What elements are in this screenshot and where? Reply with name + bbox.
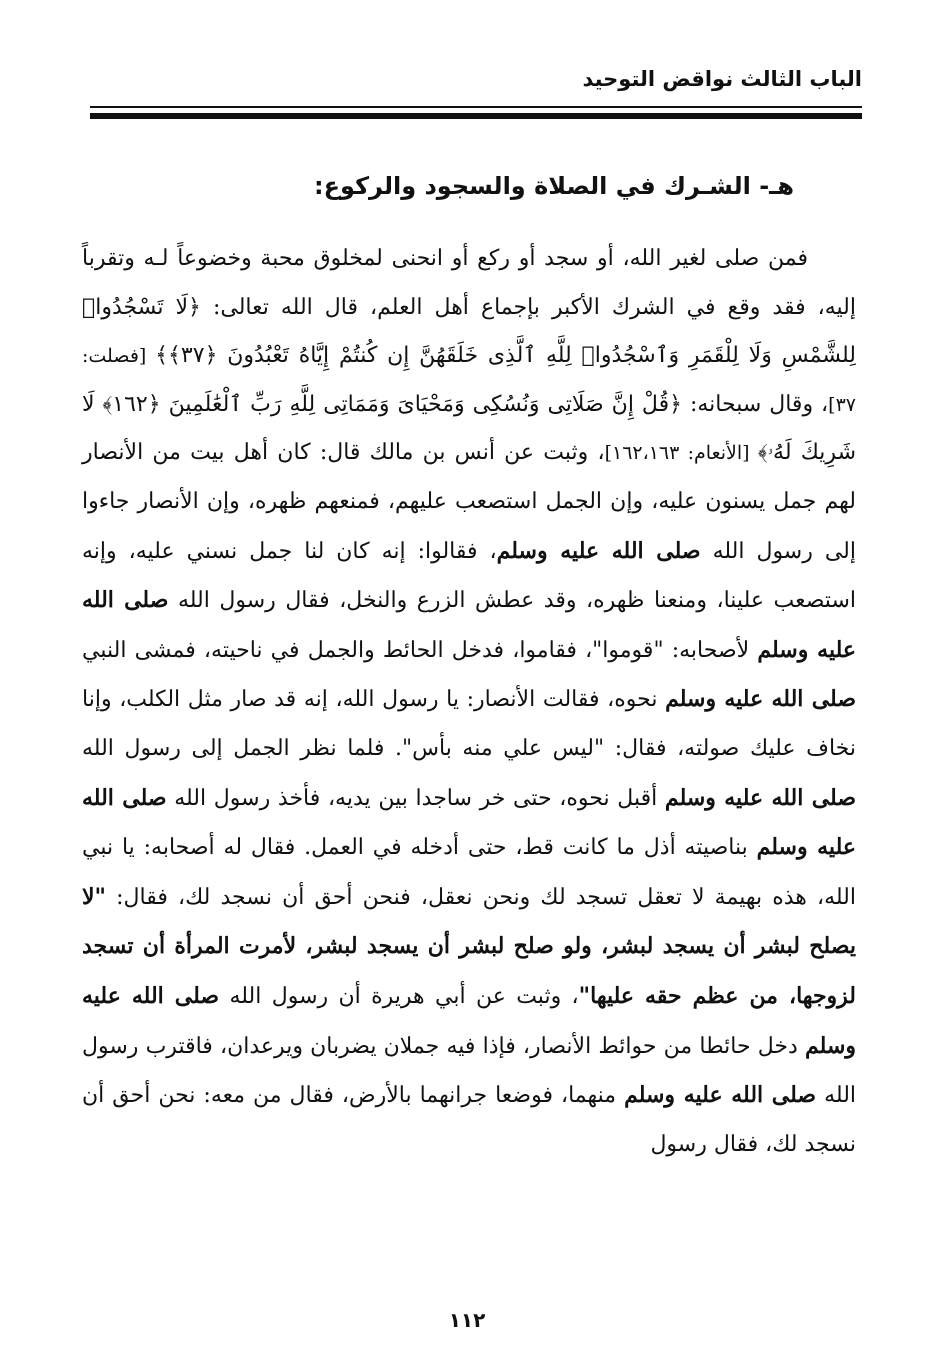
body-sentence: ، فقالوا: إنه كان لنا جمل نسني عليه، وإنه استصعب علينا، ومنعنا ظهره، وقد عطش الزرع والنخل، فقال رسول الله xyxy=(82,538,856,614)
salutation: صلى الله عليه وسلم xyxy=(82,587,856,663)
body-sentence: نحوه، فقالت الأنصار: يا رسول الله، إنه قد صار مثل الكلب، وإنا نخاف عليك صولته، فقال: "ليس علي منه بأس". فلما نظر الجمل إلى رسول الله xyxy=(82,687,856,761)
body-sentence: ، وثبت عن أبي هريرة أن رسول الله xyxy=(219,983,579,1009)
salutation: صلى الله عليه وسلم xyxy=(665,686,857,713)
salutation: صلى الله عليه وسلم xyxy=(664,784,856,811)
verse-reference: [الأنعام: ١٦٢،١٦٣] xyxy=(604,442,758,465)
quran-verse: ﴿قُلْ إِنَّ صَلَاتِى وَنُسُكِى وَمَحْيَاىَ وَمَمَاتِى لِلَّهِ رَبِّ ٱلْعَٰلَمِينَ ﴿١٦٢﴾ لَا شَرِيكَ لَهُۥ﴾ xyxy=(82,391,857,466)
header-rule-thick xyxy=(90,113,862,119)
body-paragraph xyxy=(82,235,856,1169)
page-number: ١١٢ xyxy=(448,1308,486,1332)
verse-reference: [فصلت: ٣٧] xyxy=(82,345,856,416)
salutation: صلى الله عليه وسلم xyxy=(496,537,701,564)
salutation: صلى الله عليه وسلم xyxy=(624,1082,817,1109)
body-text xyxy=(82,235,856,1169)
salutation: صلى الله عليه وسلم xyxy=(82,982,856,1059)
body-sentence: أقبل نحوه، حتى خر ساجدا بين يديه، فأخذ رسول الله xyxy=(166,785,665,811)
body-sentence: بناصيته أذل ما كانت قط، حتى أدخله في العمل. فقال له أصحابه: يا نبي الله، هذه بهيمة لا تعقل تسجد لك ونحن نعقل، فنحن أحق أن نسجد لك، فقال: xyxy=(82,835,857,910)
body-sentence: منهما، فوضعا جرانهما بالأرض، فقال من معه: نحن أحق أن نسجد لك، فقال رسول xyxy=(82,1083,856,1157)
salutation: صلى الله عليه وسلم xyxy=(82,784,856,861)
header-rule-thin xyxy=(90,106,862,108)
section-heading: هـ- الشـرك في الصلاة والسجود والركوع: xyxy=(314,172,794,200)
body-sentence: لأصحابه: "قوموا"، فقاموا، فدخل الحائط والجمل في ناحيته، فمشى النبي xyxy=(82,637,758,663)
body-sentence: ، وثبت عن أنس بن مالك قال: كان أهل بيت من الأنصار لهم جمل يسنون عليه، وإن الجمل استصعب عليهم، فمنعهم ظهره، وإن الأنصار جاءوا إلى رسول الله xyxy=(82,440,856,564)
body-sentence: ، وقال سبحانه: xyxy=(682,391,829,417)
body-sentence: فمن صلى لغير الله، أو سجد أو ركع أو انحنى لمخلوق محبة وخضوعاً لـه وتقرباً إليه، فقد وقع في الشرك الأكبر بإجماع أهل العلم، قال الله تعالى: xyxy=(82,246,856,320)
body-sentence: دخل حائطا من حوائط الأنصار، فإذا فيه جملان يضربان ويرعدان، فاقترب رسول الله xyxy=(82,1033,857,1109)
running-header: الباب الثالث نواقض التوحيد xyxy=(582,67,862,91)
quran-verse: ﴿لَا تَسْجُدُوا۟ لِلشَّمْسِ وَلَا لِلْقَمَرِ وَٱسْجُدُوا۟ لِلَّهِ ٱلَّذِى خَلَقَهُنَّ إِن كُنتُمْ إِيَّاهُ تَعْبُدُونَ ﴿٣٧﴾﴾ xyxy=(82,294,856,369)
hadith-quote: "لا يصلح لبشر أن يسجد لبشر، ولو صلح لبشر أن يسجد لبشر، لأمرت المرأة أن تسجد لزوجها، من عظم حقه عليها" xyxy=(82,883,857,1009)
